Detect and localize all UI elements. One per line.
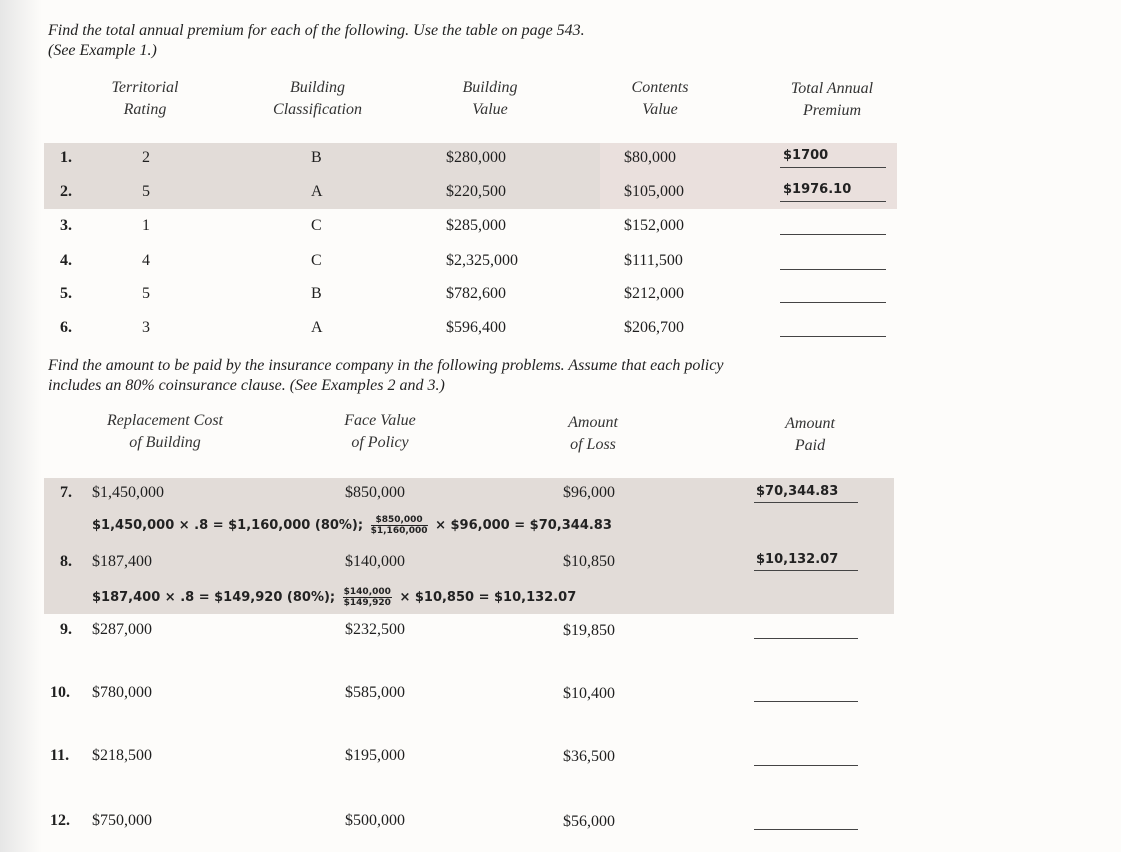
row-number: 4. [60,252,72,269]
building-value: $2,325,000 [446,252,518,269]
header-building-value: Building Value [462,79,518,118]
amount-of-loss: $56,000 [563,813,615,830]
header-amount-paid: Amount Paid [785,415,835,454]
amount-of-loss: $10,850 [563,553,615,570]
section2-example-ref: includes an 80% coinsurance clause. (See Examples 2 and 3.) [48,377,445,394]
header-territorial-rating: Territorial Rating [111,79,179,118]
contents-value: $111,500 [624,252,683,269]
header-building-classification: Building Classification [273,79,362,118]
section2-instruction: Find the amount to be paid by the insurance company in the following problems. Assume that each policy [48,357,724,374]
row-number: 2. [60,183,72,200]
contents-value: $152,000 [624,217,684,234]
header-replacement-cost: Replacement Cost of Building [107,412,223,451]
replacement-cost: $287,000 [92,621,152,638]
row-number: 8. [60,553,72,570]
section1-instruction: Find the total annual premium for each of the following. Use the table on page 543. [48,22,585,39]
contents-value: $212,000 [624,285,684,302]
row-number: 11. [50,747,70,764]
header-total-annual-premium: Total Annual Premium [790,80,874,119]
row-number: 6. [60,319,72,336]
answer-line[interactable] [780,336,886,337]
fraction: $\frac{\$140,000}{\$149,920}$ [343,587,391,608]
answer-line[interactable] [754,701,858,702]
face-value: $500,000 [345,812,405,829]
answer-line[interactable] [754,765,858,766]
territorial-rating: 3 [142,319,150,336]
premium-answer: $1976.10 [783,182,852,197]
answer-line[interactable] [780,234,886,235]
building-value: $782,600 [446,285,506,302]
amount-paid-answer: $70,344.83 [756,484,839,499]
contents-value: $80,000 [624,149,676,166]
face-value: $140,000 [345,553,405,570]
replacement-cost: $1,450,000 [92,484,164,501]
building-classification: B [311,285,322,302]
building-classification: A [311,183,323,200]
row-number: 10. [50,684,70,701]
building-value: $596,400 [446,319,506,336]
face-value: $585,000 [345,684,405,701]
amount-of-loss: $19,850 [563,622,615,639]
answer-line [754,502,858,503]
answer-line[interactable] [780,302,886,303]
amount-paid-answer: $10,132.07 [756,552,839,567]
replacement-cost: $780,000 [92,684,152,701]
replacement-cost: $218,500 [92,747,152,764]
row-number: 9. [60,621,72,638]
building-classification: A [311,319,323,336]
building-value: $220,500 [446,183,506,200]
amount-of-loss: $10,400 [563,685,615,702]
header-amount-of-loss: Amount of Loss [568,414,618,453]
building-classification: B [311,149,322,166]
contents-value: $206,700 [624,319,684,336]
amount-of-loss: $36,500 [563,748,615,765]
row-number: 5. [60,285,72,302]
territorial-rating: 5 [142,285,150,302]
territorial-rating: 4 [142,252,150,269]
row-number: 12. [50,812,70,829]
answer-line[interactable] [754,638,858,639]
face-value: $850,000 [345,484,405,501]
contents-value: $105,000 [624,183,684,200]
territorial-rating: 5 [142,183,150,200]
answer-line [780,167,886,168]
answer-line[interactable] [754,829,858,830]
row-number: 7. [60,484,72,501]
building-classification: C [311,217,322,234]
worked-solution: $187,400 × .8 = $149,920 (80%); $\frac{\$140,000}{\$149,920}$ × $10,850 = $10,132.07 [92,587,577,608]
section1-example-ref: (See Example 1.) [48,42,157,59]
answer-line[interactable] [780,269,886,270]
premium-answer: $1700 [783,148,829,163]
replacement-cost: $750,000 [92,812,152,829]
face-value: $232,500 [345,621,405,638]
building-classification: C [311,252,322,269]
page-spine-shadow [0,0,42,852]
territorial-rating: 2 [142,149,150,166]
row-number: 3. [60,217,72,234]
worked-solution: $1,450,000 × .8 = $1,160,000 (80%); $\frac{\$850,000}{\$1,160,000}$ × $96,000 = $70,344.83 [92,515,612,536]
replacement-cost: $187,400 [92,553,152,570]
row-number: 1. [60,149,72,166]
amount-of-loss: $96,000 [563,484,615,501]
territorial-rating: 1 [142,217,150,234]
building-value: $285,000 [446,217,506,234]
answer-line [754,570,858,571]
header-contents-value: Contents Value [631,79,689,118]
answer-line [780,201,886,202]
fraction: $\frac{\$850,000}{\$1,160,000}$ [370,515,428,536]
face-value: $195,000 [345,747,405,764]
header-face-value: Face Value of Policy [344,412,416,451]
building-value: $280,000 [446,149,506,166]
